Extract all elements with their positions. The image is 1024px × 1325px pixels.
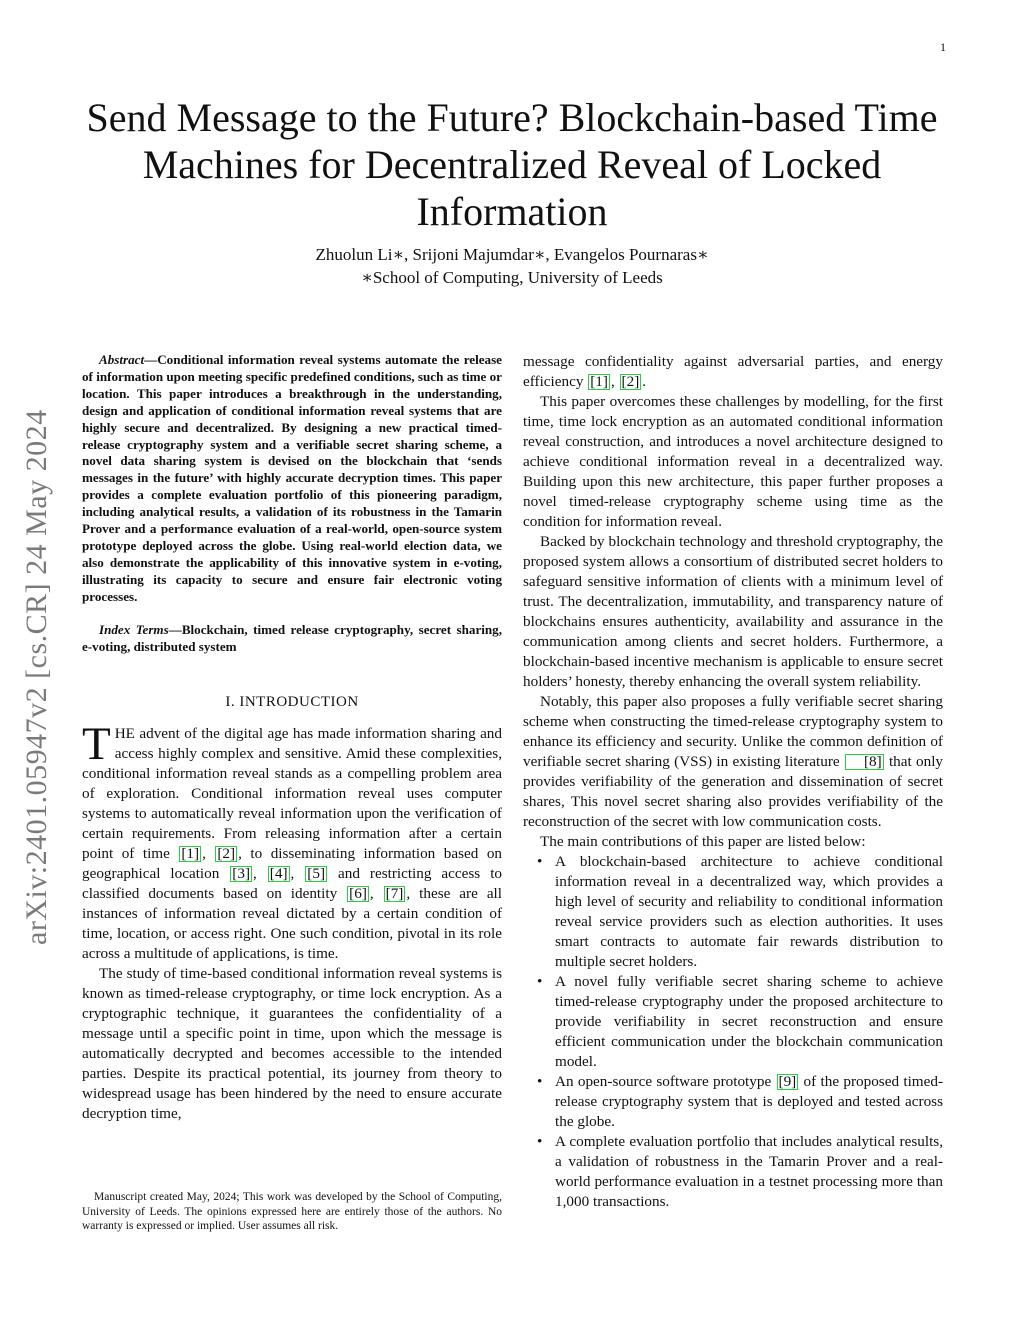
- text-run: , these are all instances of information reveal dictated by a certain condition of time, location, or access right. One such condition, pivotal in its role across a multitude of applications, is time.: [82, 885, 502, 963]
- right-column: [523, 352, 943, 1212]
- author-affiliation: ∗School of Computing, University of Leeds: [361, 268, 663, 287]
- abstract-text: —Conditional information reveal systems automate the release of information upon meeting specific predefined conditions, such as time or location. This paper introduces a breakthrough in the understanding, design and application of conditional information reveal systems that are highly secure and decentralized. By designing a new practical timed-release cryptography system and a verifiable secret sharing scheme, a novel data sharing system is devised on the blockchain that ‘sends messages in the future’ with highly accurate decryption times. This paper provides a complete evaluation portfolio of this pioneering paradigm, including analytical results, a validation of its robustness in the Tamarin Prover and a performance evaluation of a real-world, open-source system prototype deployed across the globe. Using real-world election data, we also demonstrate the applicability of this innovative system in e-voting, illustrating its capacity to secure and ensure fair electronic voting processes.: [82, 352, 502, 604]
- intro-paragraph-5: [523, 692, 943, 832]
- text-run: .: [642, 373, 647, 390]
- citation-link[interactable]: [5]: [307, 865, 326, 883]
- list-item-text: A blockchain-based architecture to achieve conditional information reveal in a decentralized way, which provides a high level of security and reliability to conditional information reveal service providers such as election authorities. It uses smart contracts to automate fair rewards distribution to multiple secret holders.: [555, 853, 943, 970]
- left-column: [82, 352, 502, 1124]
- paragraph-continuation: [523, 352, 943, 392]
- section-numeral: I.: [225, 694, 240, 711]
- section-initial: I: [239, 694, 245, 711]
- citation-link[interactable]: [7]: [385, 885, 404, 903]
- intro-paragraph-3: This paper overcomes these challenges by modelling, for the first time, time lock encryption as an automated conditional information reveal construction, and introduces a novel architecture designed to achieve conditional information reveal in a decentralized way. Building upon this new architecture, this paper further proposes a novel timed-release cryptography scheme using time as the condition for information reveal.: [523, 393, 943, 530]
- bullet-icon: •: [537, 973, 543, 990]
- bullet-icon: •: [537, 853, 543, 870]
- index-terms-label: Index Terms: [99, 621, 169, 637]
- abstract-label: Abstract: [99, 352, 145, 367]
- section-title: NTRODUCTION: [244, 694, 359, 711]
- author-list: Zhuolun Li∗, Srijoni Majumdar∗, Evangelos Pournaras∗: [315, 245, 709, 264]
- drop-cap: T: [82, 718, 111, 771]
- list-item-text: A complete evaluation portfolio that includes analytical results, a validation of robustness in the Tamarin Prover and a real-world performance evaluation in a testnet processing more than 1,000 transactions.: [555, 1133, 943, 1210]
- text-run: that only provides verifiability of the generation and dissemination of secret shares, This novel secret sharing also provides verifiability of the reconstruction of the secret with low communication costs.: [523, 753, 944, 830]
- list-item-text: A novel fully verifiable secret sharing scheme to achieve timed-release cryptography under the proposed architecture to provide verifiability in secret reconstruction and ensure efficient communication under the blockchain communication model.: [555, 973, 943, 1070]
- list-item-text: An open-source software prototype: [555, 1073, 776, 1090]
- text-run: ,: [369, 885, 383, 903]
- arxiv-identifier-stamp: arXiv:2401.05947v2 [cs.CR] 24 May 2024: [20, 409, 53, 945]
- bullet-icon: •: [537, 1073, 543, 1090]
- text-run: Notably, this paper also proposes a fully verifiable secret sharing scheme when constructing the timed-release cryptography system to enhance its efficiency and security. Unlike the common definition of verifiable secret sharing (VSS) in existing literature: [523, 693, 943, 770]
- list-item: [523, 1132, 943, 1212]
- citation-link[interactable]: [6]: [349, 885, 367, 903]
- text-run: message confidentiality against adversarial parties, and energy efficiency: [523, 353, 943, 390]
- contributions-intro: The main contributions of this paper are listed below:: [540, 833, 866, 850]
- list-item: [523, 972, 943, 1072]
- list-item: [523, 1072, 943, 1132]
- citation-link[interactable]: [2]: [217, 845, 236, 863]
- intro-paragraph-1: [82, 718, 503, 964]
- contributions-list: [523, 852, 943, 1212]
- bullet-icon: •: [537, 1133, 543, 1150]
- index-terms: [82, 622, 502, 656]
- abstract: [82, 352, 502, 606]
- list-item-text: of the proposed timed-release cryptography system that is deployed and tested across the globe.: [555, 1073, 943, 1130]
- citation-link[interactable]: [1]: [181, 845, 200, 863]
- text-run: ,: [610, 373, 619, 390]
- text-run: and restricting access to classified documents based on identity: [82, 865, 503, 903]
- text-run: HE advent of the digital age has made information sharing and access highly complex and sensitive. Amid these complexities, conditional information reveal stands as a compelling problem area of exploration. Conditional information reveal uses computer systems to automatically reveal information upon the verification of certain requirements. From releasing information after a certain point of time: [82, 725, 502, 863]
- text-run: ,: [290, 865, 305, 883]
- intro-paragraph-4: Backed by blockchain technology and threshold cryptography, the proposed system allows a consortium of distributed secret holders to safeguard sensitive information of clients with a minimum level of trust. The decentralization, immutability, and transparency nature of blockchains ensures authenticity, availability and assurance in the communication among clients and secret holders. Furthermore, a blockchain-based incentive mechanism is applicable to ensure secret holders’ honesty, thereby enhancing the overall system reliability.: [523, 533, 943, 690]
- manuscript-footnote: Manuscript created May, 2024; This work was developed by the School of Computing, University of Leeds. The opinions expressed here are entirely those of the authors. No warranty is expressed or implied. User assumes all risk.: [82, 1191, 502, 1232]
- citation-link[interactable]: [4]: [269, 865, 288, 883]
- citation-link[interactable]: [2]: [621, 373, 640, 390]
- text-run: ,: [253, 865, 267, 883]
- citation-link[interactable]: [8]: [845, 754, 884, 770]
- citation-link[interactable]: [1]: [590, 373, 608, 390]
- text-run: , to disseminating information based on geographical location: [82, 845, 503, 883]
- text-run: ,: [202, 845, 215, 863]
- paper-title: Send Message to the Future? Blockchain-based Time Machines for Decentralized Reveal of Locked Information: [86, 95, 938, 234]
- list-item: [523, 852, 943, 972]
- intro-paragraph-2: The study of time-based conditional information reveal systems is known as timed-release cryptography, or time lock encryption. As a cryptographic technique, it guarantees the confidentiality of a message until a specific point in time, upon which the message is automatically decrypted and becomes accessible to the intended parties. Despite its practical potential, its journey from theory to widespread usage has been hindered by the need to ensure accurate decryption time,: [82, 965, 502, 1123]
- section-heading-introduction: [82, 692, 502, 712]
- citation-link[interactable]: [9]: [778, 1073, 797, 1090]
- page-number: 1: [940, 40, 946, 54]
- citation-link[interactable]: [3]: [232, 865, 251, 883]
- index-terms-text: —Blockchain, timed release cryptography, secret sharing, e-voting, distributed system: [82, 621, 503, 654]
